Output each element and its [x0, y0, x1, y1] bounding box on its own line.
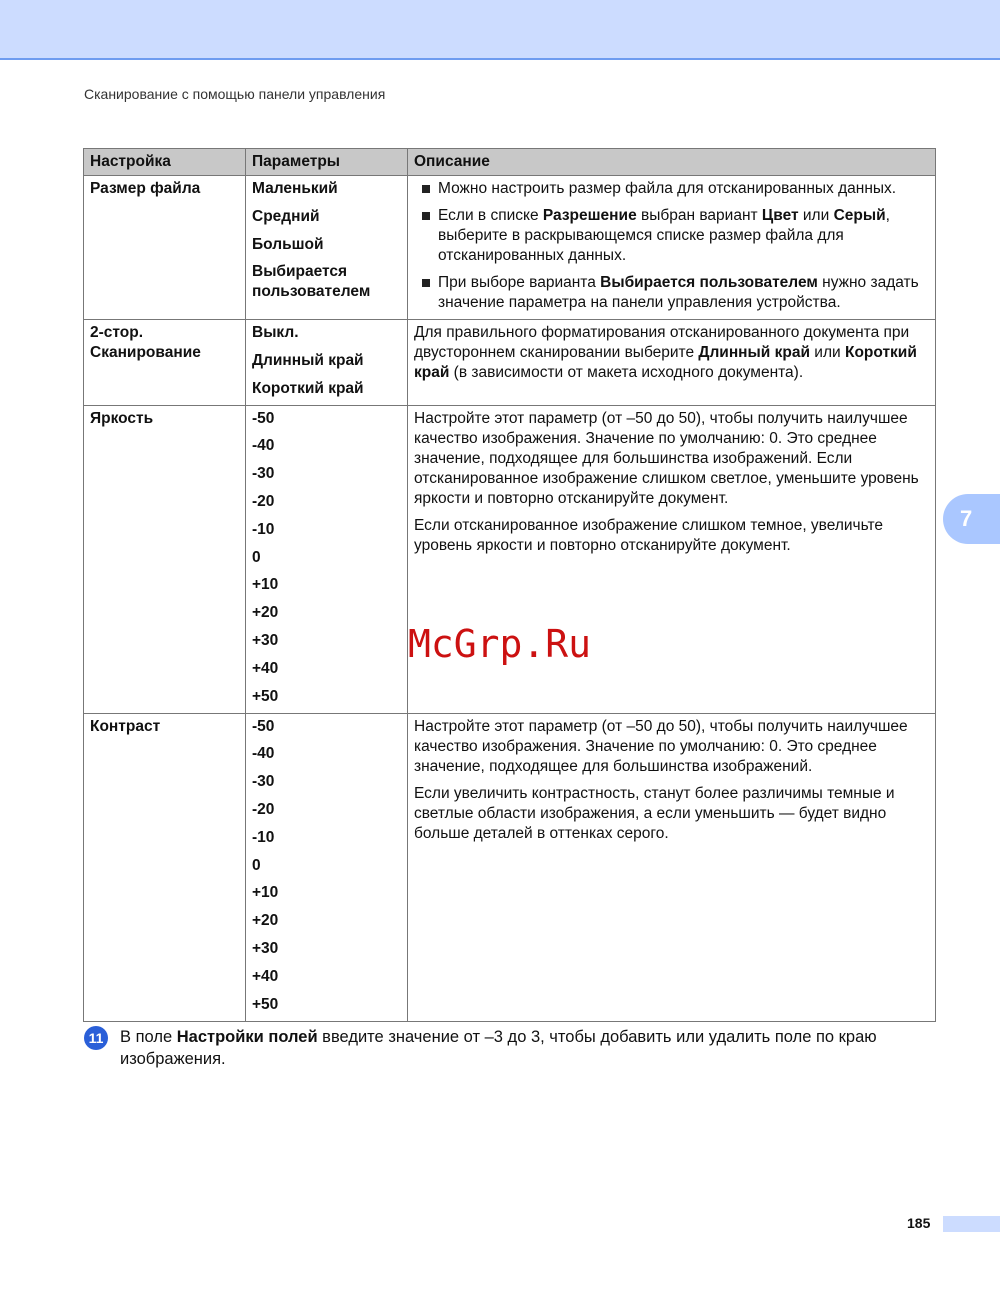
- bullet-text: При выборе варианта Выбирается пользователем нужно задать значение параметра на панели управления устройства.: [438, 274, 919, 311]
- step-text: В поле Настройки полей введите значение от –3 до 3, чтобы добавить или удалить поле по краю изображения.: [120, 1028, 877, 1068]
- bullet-item: [414, 179, 929, 199]
- page-number-bar: [943, 1216, 1000, 1232]
- param-value: +10: [252, 576, 279, 594]
- param-value: -50: [252, 409, 275, 427]
- cell-setting: [84, 405, 246, 713]
- param-value: Средний: [252, 207, 320, 225]
- param-value: +50: [252, 687, 279, 705]
- param-value: +30: [252, 939, 279, 957]
- bullet-square-icon: [422, 185, 430, 193]
- step-number-badge: 11: [84, 1026, 108, 1050]
- param-value: 0: [252, 548, 261, 566]
- table-header-row: [84, 149, 936, 176]
- header-description: Описание: [408, 149, 936, 176]
- cell-params: [246, 176, 408, 320]
- cell-description: [408, 320, 936, 406]
- bullet-square-icon: [422, 212, 430, 220]
- row-contrast: [84, 713, 936, 1021]
- cell-setting: [84, 176, 246, 320]
- setting-name: Размер файла: [90, 180, 201, 197]
- bullet-text: Можно настроить размер файла для отсканированных данных.: [438, 180, 897, 197]
- param-value: Короткий край: [252, 379, 364, 397]
- page-number: 185: [907, 1215, 931, 1231]
- param-value: Выкл.: [252, 324, 299, 341]
- param-value: Большой: [252, 235, 324, 253]
- cell-params: [246, 713, 408, 1021]
- header-parameters: Параметры: [246, 149, 408, 176]
- chapter-tab: 7: [943, 494, 1000, 544]
- param-value: +50: [252, 995, 279, 1013]
- description-text: Настройте этот параметр (от –50 до 50), чтобы получить наилучшее качество изображения. Значение по умолчанию: 0. Это среднее значение, подходящее для большинства изображений. Если отсканированное изображение слишком светлое, уменьшите уровень яркости и повторно отсканируйте документ.: [414, 409, 919, 507]
- param-value: -50: [252, 717, 275, 735]
- param-value: 0: [252, 856, 261, 874]
- row-file-size: [84, 176, 936, 320]
- param-value: -40: [252, 745, 275, 763]
- param-value: Выбирается пользователем: [252, 263, 371, 301]
- bullet-text: Если в списке Разрешение выбран вариант Цвет или Серый, выберите в раскрывающемся списке размер файла для отсканированных данных.: [438, 207, 890, 264]
- param-value: -30: [252, 773, 275, 791]
- param-value: -20: [252, 492, 275, 510]
- param-value: Маленький: [252, 180, 338, 197]
- cell-setting: [84, 713, 246, 1021]
- param-value: +20: [252, 912, 279, 930]
- param-value: +40: [252, 967, 279, 985]
- description-text: Если отсканированное изображение слишком темное, увеличьте уровень яркости и повторно отсканируйте документ.: [414, 516, 884, 554]
- bullet-item: [414, 206, 929, 266]
- cell-description: [408, 176, 936, 320]
- header-setting: Настройка: [84, 149, 246, 176]
- param-value: -40: [252, 437, 275, 455]
- settings-table: [83, 148, 936, 1022]
- setting-name: Контраст: [90, 717, 161, 735]
- cell-description: [408, 713, 936, 1021]
- param-value: -20: [252, 800, 275, 818]
- instruction-step: [84, 1026, 944, 1070]
- cell-params: [246, 320, 408, 406]
- description-text: Настройте этот параметр (от –50 до 50), чтобы получить наилучшее качество изображения. Значение по умолчанию: 0. Это среднее значение, подходящее для большинства изображений.: [414, 717, 908, 775]
- param-value: +20: [252, 604, 279, 622]
- param-value: Длинный край: [252, 351, 364, 369]
- cell-setting: [84, 320, 246, 406]
- param-value: -10: [252, 828, 275, 846]
- bullet-square-icon: [422, 279, 430, 287]
- param-value: -30: [252, 465, 275, 483]
- setting-name: 2-стор. Сканирование: [90, 324, 201, 361]
- running-header: Сканирование с помощью панели управления: [84, 86, 386, 102]
- bullet-item: [414, 273, 929, 313]
- description-text: Для правильного форматирования отсканированного документа при двустороннем сканировании выберите Длинный край или Короткий край (в зависимости от макета исходного документа).: [414, 324, 917, 381]
- param-value: +10: [252, 884, 279, 902]
- param-value: -10: [252, 520, 275, 538]
- cell-params: [246, 405, 408, 713]
- watermark-text: McGrp.Ru: [408, 622, 592, 666]
- param-value: +40: [252, 659, 279, 677]
- row-duplex: [84, 320, 936, 406]
- param-value: +30: [252, 631, 279, 649]
- description-text: Если увеличить контрастность, станут более различимы темные и светлые области изображения, а если уменьшить — будет видно больше деталей в оттенках серого.: [414, 784, 895, 842]
- row-brightness: [84, 405, 936, 713]
- setting-name: Яркость: [90, 409, 154, 427]
- cell-description: [408, 405, 936, 713]
- top-color-band: [0, 0, 1000, 60]
